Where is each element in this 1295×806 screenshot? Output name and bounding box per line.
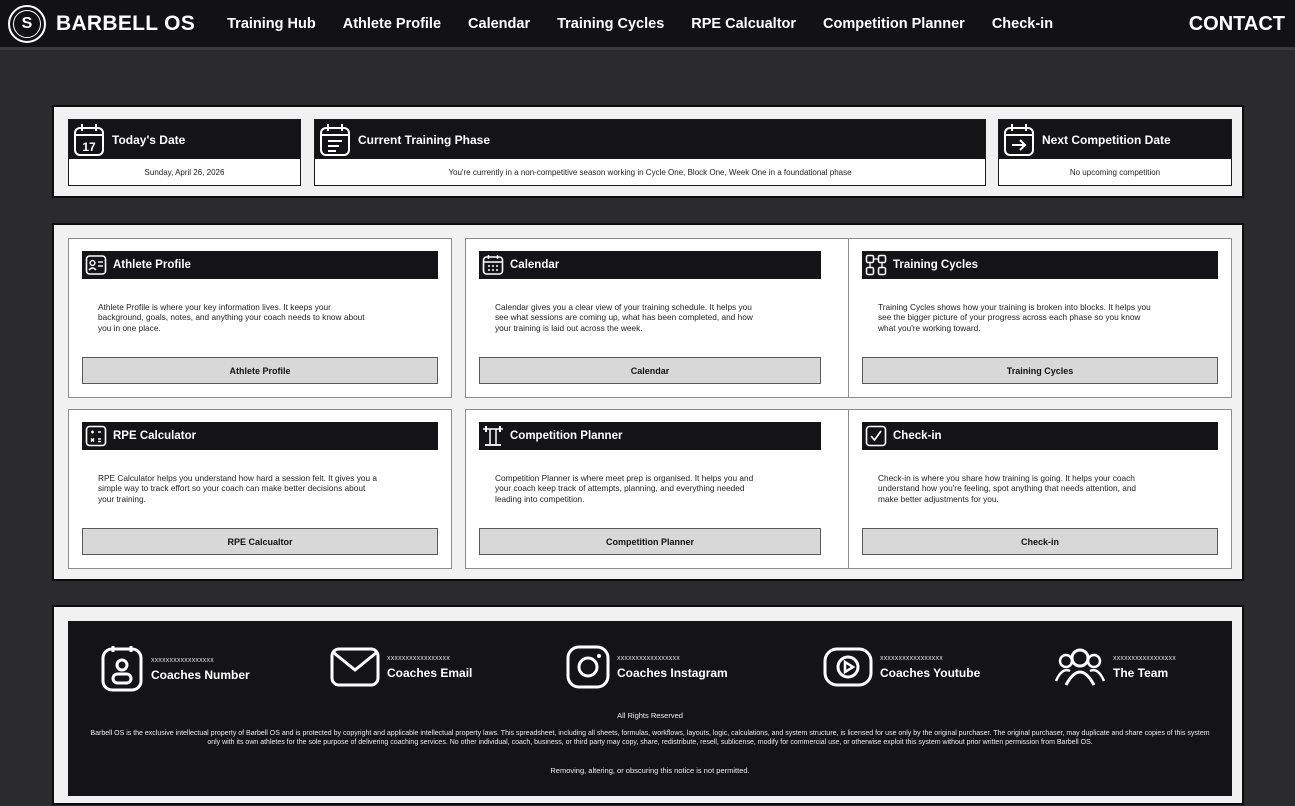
nav-calendar[interactable]: Calendar — [468, 15, 531, 32]
calendar-icon — [482, 254, 504, 276]
youtube-icon — [823, 645, 873, 689]
athlete-profile-button[interactable]: Athlete Profile — [82, 357, 438, 384]
email-icon — [330, 645, 380, 689]
nav-competition-planner[interactable]: Competition Planner — [823, 15, 965, 32]
logo-icon[interactable] — [8, 5, 46, 43]
description-line: Calendar gives you a clear view of your training schedule. It helps you — [495, 302, 752, 312]
calculator-icon — [85, 425, 107, 447]
training-cycles-card-title: Training Cycles — [893, 259, 979, 271]
calendar-arrow-icon — [1003, 123, 1035, 157]
calendar-date-number: 17 — [82, 139, 96, 154]
athlete-profile-card-description — [98, 302, 365, 333]
the-team-value: xxxxxxxxxxxxxxxxx — [1113, 654, 1176, 662]
description-line: RPE Calculator helps you understand how hard a session felt. It gives you a — [98, 473, 378, 483]
description-line: your coach keep track of attempts, planning, and everything needed — [495, 483, 745, 494]
logo-letter: S — [13, 10, 41, 38]
description-line: your training is laid out across the week. — [495, 322, 643, 333]
rpe-calculator-card-header — [82, 422, 438, 450]
the-team-contact[interactable] — [1054, 645, 1176, 689]
schedule-icon — [319, 123, 351, 157]
athlete-profile-card-title: Athlete Profile — [113, 259, 191, 271]
coaches-number-value: xxxxxxxxxxxxxxxxx — [151, 656, 214, 664]
checkbox-icon — [865, 425, 887, 447]
cycles-icon — [865, 254, 887, 276]
main-nav — [227, 16, 1080, 32]
description-line: simple way to track effort so your coach can make better decisions about — [98, 483, 366, 494]
check-in-button[interactable]: Check-in — [862, 528, 1218, 555]
description-line: you in one place. — [98, 322, 161, 333]
todays-date-card — [68, 119, 301, 186]
team-icon — [1054, 645, 1106, 689]
competition-planner-card-description — [495, 473, 753, 504]
phone-icon — [100, 645, 144, 693]
calendar-date-icon — [73, 123, 105, 157]
next-competition-header — [999, 120, 1231, 159]
coaches-instagram-value: xxxxxxxxxxxxxxxxx — [617, 654, 680, 662]
the-team-label: The Team — [1113, 665, 1169, 680]
description-line: Training Cycles shows how your training is broken into blocks. It helps you — [878, 302, 1151, 312]
competition-planner-button[interactable]: Competition Planner — [479, 528, 821, 555]
athlete-profile-card — [68, 238, 452, 398]
id-card-icon — [85, 254, 107, 276]
coaches-email-contact[interactable] — [330, 645, 472, 689]
coaches-youtube-value: xxxxxxxxxxxxxxxxx — [880, 654, 943, 662]
brand-name[interactable]: BARBELL OS — [56, 11, 196, 35]
todays-date-value: Sunday, April 26, 2026 — [144, 167, 225, 177]
next-competition-title: Next Competition Date — [1042, 132, 1171, 147]
status-panel — [52, 105, 1244, 198]
description-line: understand how you're feeling, spot anything that needs attention, and — [878, 483, 1137, 494]
nav-training-cycles[interactable]: Training Cycles — [557, 15, 665, 32]
todays-date-header — [69, 120, 300, 159]
description-line: what you're working toward. — [878, 322, 981, 333]
coaches-number-contact[interactable] — [100, 645, 250, 693]
nav-athlete-profile[interactable]: Athlete Profile — [342, 15, 442, 32]
rpe-calculator-button[interactable]: RPE Calcualtor — [82, 528, 438, 555]
training-cycles-card-description — [878, 302, 1151, 333]
competition-planner-card-title: Competition Planner — [510, 430, 623, 442]
features-panel — [52, 223, 1244, 581]
calendar-card-header — [479, 251, 821, 279]
training-phase-header — [315, 120, 985, 159]
coaches-email-value: xxxxxxxxxxxxxxxxx — [387, 654, 450, 662]
training-phase-title: Current Training Phase — [358, 132, 491, 147]
competition-planner-card-header — [479, 422, 821, 450]
training-cycles-card — [848, 238, 1232, 398]
top-navigation-bar — [0, 0, 1295, 50]
nav-check-in[interactable]: Check-in — [991, 15, 1054, 32]
barbell-icon — [482, 425, 504, 447]
nav-training-hub[interactable]: Training Hub — [227, 15, 316, 32]
check-in-card — [848, 409, 1232, 569]
rpe-calculator-card-title: RPE Calculator — [113, 430, 197, 442]
all-rights-reserved: All Rights Reserved — [617, 711, 683, 720]
competition-planner-card — [465, 409, 849, 569]
description-line: leading into competition. — [495, 493, 585, 504]
notice-text: Removing, altering, or obscuring this notice is not permitted. — [550, 766, 750, 775]
rpe-calculator-card — [68, 409, 452, 569]
description-line: make better adjustments for you. — [878, 493, 999, 504]
next-competition-value: No upcoming competition — [1069, 167, 1161, 177]
nav-rpe-calculator[interactable]: RPE Calcualtor — [691, 15, 797, 32]
athlete-profile-card-header — [82, 251, 438, 279]
rpe-calculator-card-description — [98, 473, 377, 504]
check-in-card-header — [862, 422, 1218, 450]
footer — [68, 621, 1232, 796]
check-in-card-title: Check-in — [893, 430, 942, 442]
description-line: background, goals, notes, and anything your coach needs to know about — [98, 312, 365, 323]
coaches-number-label: Coaches Number — [151, 667, 250, 682]
calendar-card-description — [495, 302, 753, 333]
training-cycles-button[interactable]: Training Cycles — [862, 357, 1218, 384]
coaches-email-label: Coaches Email — [387, 665, 473, 680]
coaches-instagram-label: Coaches Instagram — [617, 665, 728, 680]
check-in-card-description — [878, 473, 1136, 504]
description-line: see the bigger picture of your progress across each phase so you know — [878, 312, 1141, 323]
calendar-button[interactable]: Calendar — [479, 357, 821, 384]
description-line: Athlete Profile is where your key information lives. It keeps your — [98, 302, 331, 312]
legal-text: Barbell OS is the exclusive intellectual property of Barbell OS and is protected by copyright and applicable intellectual property laws. This spreadsheet, including all sheets, formulas, workflows, layouts, logic, calculations, and system structure, is licensed for use only by the original purchaser. The original purchaser, may duplicate and share copies of this system only with its own athletes for the sole purpose of delivering coaching services. No other individual, coach, business, or third party may copy, share, redistribute, resell, sublicense, modify for commercial use, or otherwise exploit this system without prior written permission from Barbell OS. — [90, 730, 1210, 746]
coaches-youtube-label: Coaches Youtube — [880, 665, 981, 680]
description-line: Check-in is where you share how training is going. It helps your coach — [878, 473, 1135, 483]
contact-link[interactable]: CONTACT — [1188, 13, 1285, 35]
description-line: see what sessions are coming up, what has been completed, and how — [495, 312, 753, 323]
coaches-youtube-contact[interactable] — [823, 645, 980, 689]
training-phase-value: You're currently in a non-competitive season working in Cycle One, Block One, Week One in a foundational phase — [448, 167, 852, 177]
instagram-icon — [566, 645, 610, 689]
description-line: your training. — [98, 493, 146, 504]
description-line: Competition Planner is where meet prep is organised. It helps you and — [495, 473, 754, 483]
next-competition-card — [998, 119, 1232, 186]
calendar-card — [465, 238, 849, 398]
footer-panel — [52, 605, 1244, 805]
todays-date-title: Today's Date — [112, 132, 186, 147]
training-cycles-card-header — [862, 251, 1218, 279]
coaches-instagram-contact[interactable] — [566, 645, 728, 689]
training-phase-card — [314, 119, 986, 186]
calendar-card-title: Calendar — [510, 259, 560, 271]
